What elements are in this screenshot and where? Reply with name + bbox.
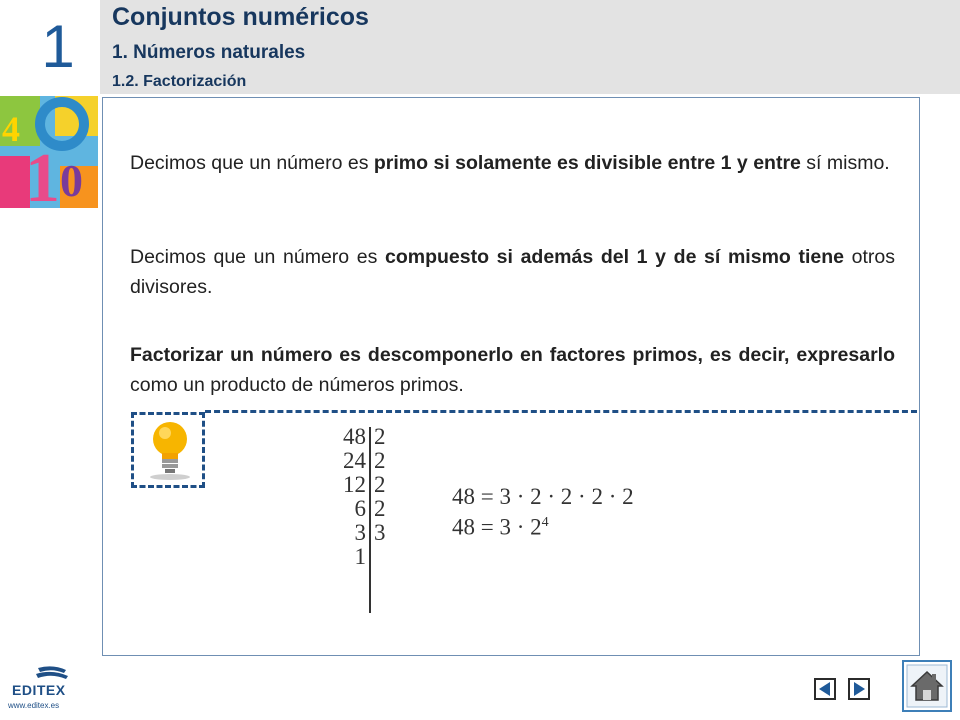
dividend: 12 bbox=[343, 472, 366, 497]
dividend: 1 bbox=[354, 544, 366, 569]
triangle-left-icon bbox=[816, 680, 834, 698]
dividend: 48 bbox=[343, 424, 366, 449]
equation-expanded: 48 = 3 · 2 · 2 · 2 · 2 bbox=[452, 484, 634, 509]
paragraph-factorize-bold: Factorizar un número es descomponerlo en factores primos, es decir, expresarlo bbox=[130, 344, 895, 366]
equation-power-base: 48 = 3 · 2 bbox=[452, 514, 542, 540]
page-subtitle: 1. Números naturales bbox=[112, 42, 306, 63]
page-title: Conjuntos numéricos bbox=[112, 3, 369, 31]
dividend: 3 bbox=[354, 520, 366, 545]
triangle-right-icon bbox=[850, 680, 868, 698]
paragraph-prime-bold: primo si solamente es divisible entre 1 y entre bbox=[373, 152, 801, 174]
divisor: 2 bbox=[374, 472, 386, 497]
svg-text:0: 0 bbox=[60, 155, 83, 206]
paragraph-factorize-suffix: como un producto de números primos. bbox=[130, 374, 464, 396]
dividends-column bbox=[343, 425, 366, 569]
brand-name: EDITEX bbox=[12, 682, 66, 698]
dividend: 24 bbox=[343, 448, 366, 473]
lightbulb-icon bbox=[134, 415, 202, 485]
dividend: 6 bbox=[354, 496, 366, 521]
idea-box[interactable] bbox=[131, 412, 205, 488]
section-title: 1.2. Factorización bbox=[112, 73, 247, 90]
paragraph-prime-prefix: Decimos que un número es bbox=[130, 152, 374, 174]
svg-text:4: 4 bbox=[2, 109, 20, 149]
brand-url[interactable]: www.editex.es bbox=[8, 701, 60, 710]
factorization-table bbox=[330, 425, 400, 615]
division-line bbox=[369, 427, 371, 613]
divisor: 3 bbox=[374, 520, 386, 545]
divisor: 2 bbox=[374, 448, 386, 473]
paragraph-composite-prefix: Decimos que un número es bbox=[130, 246, 386, 268]
divisors-column bbox=[374, 425, 386, 545]
divisor: 2 bbox=[374, 496, 386, 521]
paragraph-prime bbox=[130, 148, 895, 178]
paragraph-factorize bbox=[130, 340, 895, 400]
decorative-numbers-image bbox=[0, 96, 98, 208]
equation-power bbox=[452, 510, 634, 541]
dashed-separator bbox=[205, 410, 917, 413]
chapter-number: 1 bbox=[41, 13, 75, 80]
home-icon bbox=[904, 662, 950, 710]
equation-power-exponent: 4 bbox=[541, 515, 549, 530]
equations bbox=[452, 484, 634, 541]
previous-button[interactable] bbox=[814, 678, 836, 700]
divisor: 2 bbox=[374, 424, 386, 449]
home-button[interactable] bbox=[902, 660, 952, 712]
paragraph-composite bbox=[130, 242, 895, 302]
svg-text:1: 1 bbox=[25, 140, 60, 208]
next-button[interactable] bbox=[848, 678, 870, 700]
paragraph-composite-bold: compuesto si además del 1 y de sí mismo tiene bbox=[385, 246, 844, 268]
paragraph-composite-suffix: otros divisores. bbox=[130, 246, 895, 298]
paragraph-prime-suffix: sí mismo. bbox=[800, 152, 890, 174]
